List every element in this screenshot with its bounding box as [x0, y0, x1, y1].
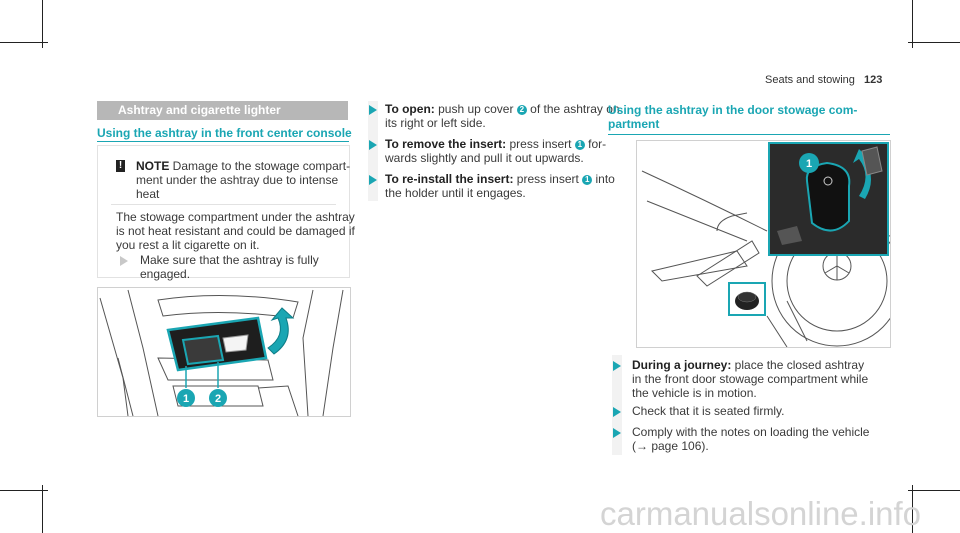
instruction-step: [385, 102, 620, 116]
instruction-step-cont: wards slightly and pull it out upwards.: [385, 151, 584, 165]
callout-badge: 2: [517, 105, 527, 115]
note-line: Damage to the stowage compart-: [169, 159, 351, 173]
step-text: push up cover: [434, 102, 517, 116]
instruction-step-cont: its right or left side.: [385, 116, 486, 130]
step-bar: [368, 101, 378, 201]
instruction-step: Comply with the notes on loading the vehicle: [632, 425, 870, 439]
crop-mark: [0, 490, 48, 491]
crop-mark: [912, 0, 913, 48]
step-arrow-icon: [120, 256, 128, 266]
section-title: Seats and stowing: [765, 74, 855, 86]
center-console-drawing: [98, 288, 350, 416]
step-arrow-icon: [613, 361, 621, 371]
note-box: [97, 145, 355, 281]
note-heading: [136, 159, 350, 173]
note-step: Make sure that the ashtray is fully: [140, 253, 319, 267]
step-arrow-icon: [613, 428, 621, 438]
instruction-step: [385, 172, 615, 186]
note-paragraph: The stowage compartment under the ashtray: [116, 210, 355, 224]
note-paragraph: you rest a lit cigarette on it.: [116, 238, 260, 252]
crop-mark: [42, 0, 43, 48]
subheading: Using the ashtray in the front center console: [97, 126, 352, 140]
note-line: ment under the ashtray due to intense: [136, 173, 339, 187]
step-text: for-: [584, 137, 607, 151]
note-divider: [111, 204, 336, 205]
instruction-step-cont: the holder until it engages.: [385, 186, 526, 200]
crop-mark: [0, 42, 48, 43]
instruction-step: [385, 137, 606, 151]
step-text: press insert: [513, 172, 583, 186]
subheading-rule: [608, 134, 890, 135]
door-compartment-illustration: [636, 140, 891, 348]
section-header: [97, 101, 348, 120]
step-text: of the ashtray on: [526, 102, 620, 116]
step-arrow-icon: [369, 140, 377, 150]
instruction-step: Check that it is seated firmly.: [632, 404, 785, 418]
note-title: NOTE: [136, 159, 170, 173]
step-label: During a journey:: [632, 358, 732, 372]
step-arrow-icon: [369, 175, 377, 185]
step-text: place the closed ashtray: [731, 358, 865, 372]
running-header: [765, 74, 882, 86]
page-number: 123: [863, 74, 883, 86]
callout-badge: 1: [582, 175, 592, 185]
crop-mark: [908, 42, 960, 43]
section-header-text: Ashtray and cigarette lighter: [118, 103, 281, 117]
subheading: Using the ashtray in the door stowage com-: [608, 103, 858, 117]
warning-icon: !: [116, 160, 125, 172]
step-text: press insert: [506, 137, 575, 151]
step-label: To re-install the insert:: [385, 172, 514, 186]
subheading-rule: [97, 141, 349, 142]
crop-mark: [42, 485, 43, 533]
instruction-step-cont: the vehicle is in motion.: [632, 386, 757, 400]
step-label: To open:: [385, 102, 435, 116]
step-arrow-icon: [369, 105, 377, 115]
note-paragraph: is not heat resistant and could be damaged if: [116, 224, 355, 238]
step-text: into: [592, 172, 615, 186]
watermark: carmanualsonline.info: [600, 495, 922, 532]
page-reference-link[interactable]: (→ page 106).: [632, 439, 709, 453]
instruction-step: [632, 358, 864, 372]
subheading: partment: [608, 117, 660, 131]
callout-number: 1: [182, 393, 190, 405]
step-label: To remove the insert:: [385, 137, 507, 151]
callout-badge: 1: [575, 140, 585, 150]
step-arrow-icon: [613, 407, 621, 417]
callout-number: 1: [805, 158, 813, 170]
center-console-illustration: [97, 287, 351, 417]
callout-number: 2: [214, 393, 222, 405]
note-line: heat: [136, 187, 160, 201]
crop-mark: [908, 490, 960, 491]
door-compartment-drawing: [637, 141, 890, 347]
instruction-step-cont: in the front door stowage compartment while: [632, 372, 869, 386]
note-step: engaged.: [140, 267, 191, 281]
